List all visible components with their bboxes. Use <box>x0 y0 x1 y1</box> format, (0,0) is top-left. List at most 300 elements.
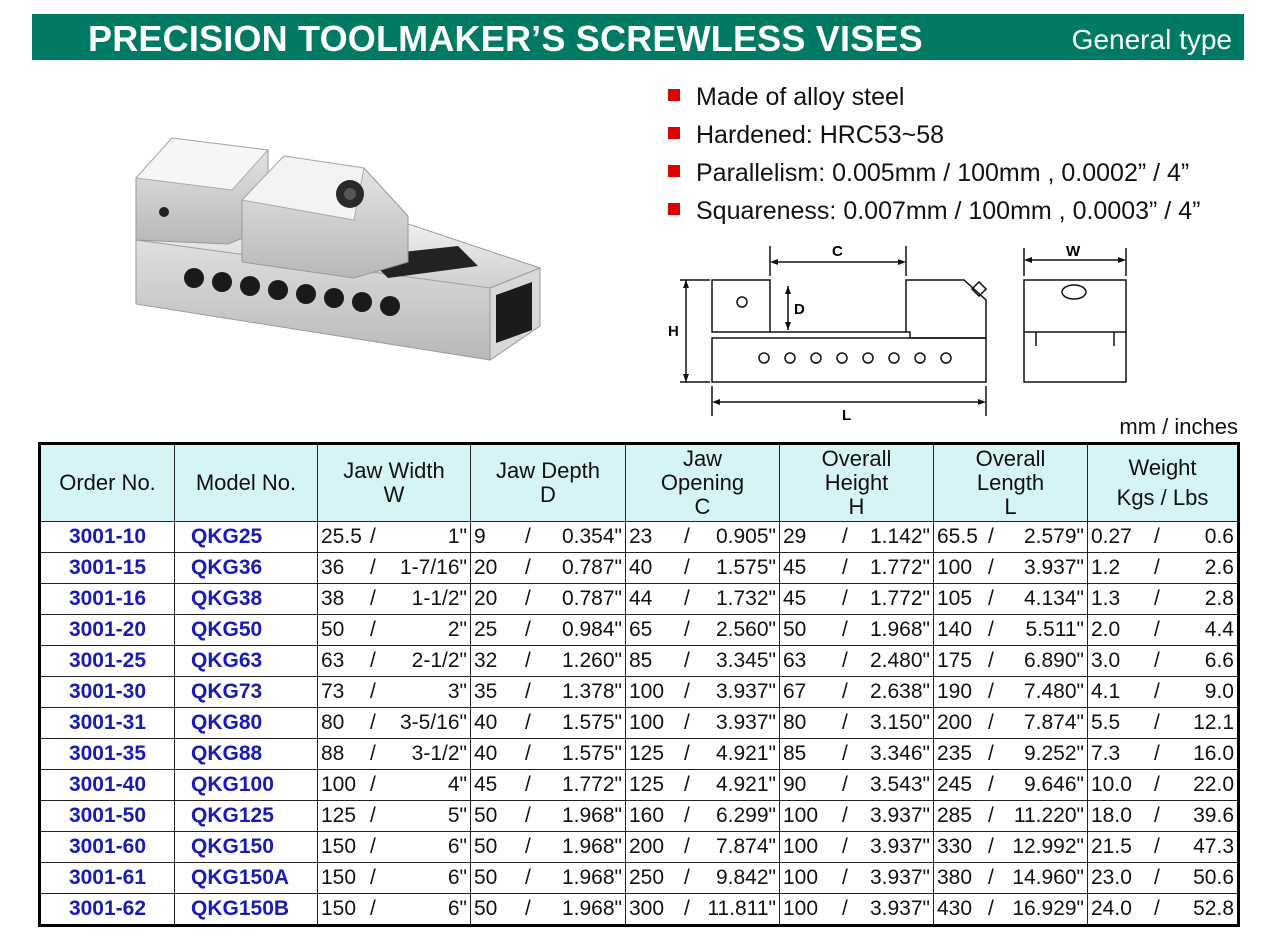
jaw-depth-pair <box>471 708 625 738</box>
jaw-depth-pair <box>471 646 625 676</box>
weight-pair <box>1088 863 1237 893</box>
overall-length-cell <box>934 708 1088 739</box>
overall-length-pair <box>934 894 1087 924</box>
separator-slash: / <box>1154 897 1160 920</box>
separator-slash: / <box>684 742 690 765</box>
separator-slash: / <box>370 711 376 734</box>
overall-length-cell <box>934 522 1088 553</box>
jaw-width-imperial: 3-5/16" <box>400 711 467 734</box>
feature-text: Made of alloy steel <box>696 83 905 111</box>
bullet-square-icon <box>668 203 680 215</box>
jaw-depth-imperial: 1.772" <box>561 773 622 796</box>
separator-slash: / <box>988 680 994 703</box>
overall-length-cell <box>934 584 1088 615</box>
weight-pair <box>1088 708 1237 738</box>
overall-length-imperial: 16.929" <box>1012 897 1084 920</box>
jaw-depth-metric: 25 <box>474 618 498 641</box>
overall-height-cell <box>780 739 934 770</box>
separator-slash: / <box>370 742 376 765</box>
jaw-opening-metric: 250 <box>629 866 665 889</box>
overall-height-cell <box>780 646 934 677</box>
overall-height-metric: 80 <box>783 711 807 734</box>
jaw-depth-metric: 40 <box>474 711 498 734</box>
overall-height-pair <box>780 677 933 707</box>
table-row <box>40 739 1239 770</box>
weight-imperial: 9.0 <box>1204 680 1234 703</box>
table-row <box>40 708 1239 739</box>
weight-metric: 1.3 <box>1091 587 1121 610</box>
jaw-opening-cell <box>626 677 780 708</box>
overall-height-metric: 100 <box>783 804 819 827</box>
weight-metric: 18.0 <box>1091 804 1132 827</box>
overall-height-metric: 45 <box>783 556 807 579</box>
separator-slash: / <box>684 897 690 920</box>
order-no-cell: 3001-60 <box>40 832 175 863</box>
separator-slash: / <box>988 835 994 858</box>
jaw-depth-imperial: 1.968" <box>561 866 622 889</box>
table-row <box>40 832 1239 863</box>
model-no-cell: QKG100 <box>175 770 318 801</box>
dim-label-h: H <box>668 323 679 340</box>
header-jaw-opening: Jaw Opening C <box>626 444 780 522</box>
overall-height-imperial: 1.142" <box>869 525 930 548</box>
overall-height-imperial: 1.772" <box>869 556 930 579</box>
overall-length-metric: 285 <box>937 804 973 827</box>
order-no-cell: 3001-20 <box>40 615 175 646</box>
separator-slash: / <box>988 649 994 672</box>
overall-height-cell <box>780 553 934 584</box>
jaw-depth-cell <box>471 522 626 553</box>
jaw-width-pair <box>318 677 470 707</box>
weight-imperial: 6.6 <box>1204 649 1234 672</box>
separator-slash: / <box>684 773 690 796</box>
overall-height-cell <box>780 708 934 739</box>
jaw-depth-metric: 20 <box>474 587 498 610</box>
jaw-width-cell <box>318 646 471 677</box>
overall-height-pair <box>780 615 933 645</box>
weight-metric: 10.0 <box>1091 773 1132 796</box>
overall-length-pair <box>934 739 1087 769</box>
overall-height-imperial: 1.772" <box>869 587 930 610</box>
jaw-opening-metric: 23 <box>629 525 653 548</box>
overall-height-imperial: 3.937" <box>869 835 930 858</box>
feature-text: Hardened: HRC53~58 <box>696 121 945 149</box>
separator-slash: / <box>525 556 531 579</box>
weight-imperial: 2.6 <box>1204 556 1234 579</box>
jaw-opening-cell <box>626 553 780 584</box>
separator-slash: / <box>988 556 994 579</box>
separator-slash: / <box>525 835 531 858</box>
jaw-depth-cell <box>471 615 626 646</box>
jaw-depth-pair <box>471 832 625 862</box>
jaw-width-imperial: 1-1/2" <box>411 587 467 610</box>
jaw-width-pair <box>318 646 470 676</box>
jaw-opening-metric: 85 <box>629 649 653 672</box>
weight-metric: 5.5 <box>1091 711 1121 734</box>
separator-slash: / <box>525 742 531 765</box>
jaw-opening-metric: 100 <box>629 680 665 703</box>
overall-height-imperial: 3.150" <box>869 711 930 734</box>
jaw-width-cell <box>318 584 471 615</box>
spec-table <box>38 442 1240 927</box>
model-no-cell: QKG36 <box>175 553 318 584</box>
jaw-width-metric: 50 <box>321 618 345 641</box>
overall-length-metric: 190 <box>937 680 973 703</box>
weight-pair <box>1088 553 1237 583</box>
model-no-cell: QKG73 <box>175 677 318 708</box>
jaw-width-metric: 150 <box>321 897 357 920</box>
weight-cell <box>1088 677 1239 708</box>
overall-length-pair <box>934 708 1087 738</box>
weight-metric: 21.5 <box>1091 835 1132 858</box>
jaw-opening-imperial: 2.560" <box>715 618 776 641</box>
model-no-cell: QKG63 <box>175 646 318 677</box>
overall-length-cell <box>934 894 1088 926</box>
jaw-depth-metric: 45 <box>474 773 498 796</box>
separator-slash: / <box>684 711 690 734</box>
overall-length-imperial: 2.579" <box>1023 525 1084 548</box>
jaw-opening-pair <box>626 832 779 862</box>
model-no-cell: QKG38 <box>175 584 318 615</box>
jaw-width-metric: 25.5 <box>321 525 362 548</box>
dim-label-d: D <box>794 301 805 318</box>
weight-metric: 3.0 <box>1091 649 1121 672</box>
weight-cell <box>1088 584 1239 615</box>
overall-length-imperial: 9.646" <box>1023 773 1084 796</box>
table-row <box>40 894 1239 926</box>
jaw-width-imperial: 3-1/2" <box>411 742 467 765</box>
overall-height-metric: 90 <box>783 773 807 796</box>
separator-slash: / <box>842 897 848 920</box>
order-no-cell: 3001-30 <box>40 677 175 708</box>
header-jaw-depth: Jaw Depth D <box>471 444 626 522</box>
jaw-width-cell <box>318 677 471 708</box>
jaw-opening-metric: 125 <box>629 773 665 796</box>
jaw-opening-imperial: 11.811" <box>707 897 776 920</box>
jaw-opening-imperial: 1.575" <box>715 556 776 579</box>
jaw-width-metric: 100 <box>321 773 357 796</box>
jaw-opening-cell <box>626 584 780 615</box>
order-no-cell: 3001-62 <box>40 894 175 926</box>
jaw-opening-imperial: 7.874" <box>715 835 776 858</box>
model-no-cell: QKG150B <box>175 894 318 926</box>
jaw-width-cell <box>318 522 471 553</box>
jaw-depth-metric: 20 <box>474 556 498 579</box>
jaw-opening-pair <box>626 646 779 676</box>
weight-pair <box>1088 739 1237 769</box>
weight-imperial: 16.0 <box>1193 742 1234 765</box>
jaw-depth-imperial: 1.378" <box>561 680 622 703</box>
jaw-depth-metric: 50 <box>474 897 498 920</box>
overall-length-metric: 100 <box>937 556 973 579</box>
header-order-no: Order No. <box>40 444 175 522</box>
overall-length-metric: 65.5 <box>937 525 978 548</box>
overall-height-cell <box>780 832 934 863</box>
bullet-square-icon <box>668 89 680 101</box>
jaw-opening-imperial: 4.921" <box>715 773 776 796</box>
header-jaw-width: Jaw Width W <box>318 444 471 522</box>
overall-length-cell <box>934 832 1088 863</box>
table-row <box>40 677 1239 708</box>
overall-height-cell <box>780 863 934 894</box>
jaw-width-metric: 36 <box>321 556 345 579</box>
weight-cell <box>1088 894 1239 926</box>
jaw-width-imperial: 6" <box>447 897 467 920</box>
jaw-depth-cell <box>471 677 626 708</box>
separator-slash: / <box>842 835 848 858</box>
jaw-depth-imperial: 0.984" <box>561 618 622 641</box>
weight-imperial: 12.1 <box>1193 711 1234 734</box>
weight-pair <box>1088 646 1237 676</box>
jaw-opening-cell <box>626 863 780 894</box>
overall-length-imperial: 14.960" <box>1012 866 1084 889</box>
separator-slash: / <box>842 587 848 610</box>
overall-height-cell <box>780 770 934 801</box>
separator-slash: / <box>1154 835 1160 858</box>
jaw-width-pair <box>318 801 470 831</box>
separator-slash: / <box>525 525 531 548</box>
jaw-depth-imperial: 1.968" <box>561 804 622 827</box>
jaw-width-imperial: 1-7/16" <box>400 556 467 579</box>
jaw-depth-pair <box>471 677 625 707</box>
jaw-depth-pair <box>471 770 625 800</box>
overall-length-imperial: 3.937" <box>1023 556 1084 579</box>
table-header-row <box>40 444 1239 522</box>
overall-length-pair <box>934 677 1087 707</box>
separator-slash: / <box>525 649 531 672</box>
overall-height-metric: 67 <box>783 680 807 703</box>
weight-pair <box>1088 584 1237 614</box>
jaw-width-cell <box>318 708 471 739</box>
separator-slash: / <box>525 618 531 641</box>
separator-slash: / <box>525 680 531 703</box>
jaw-width-imperial: 2" <box>447 618 467 641</box>
separator-slash: / <box>1154 680 1160 703</box>
jaw-depth-cell <box>471 739 626 770</box>
overall-length-cell <box>934 770 1088 801</box>
separator-slash: / <box>988 742 994 765</box>
jaw-depth-metric: 50 <box>474 835 498 858</box>
overall-length-metric: 245 <box>937 773 973 796</box>
jaw-opening-metric: 65 <box>629 618 653 641</box>
bullet-square-icon <box>668 127 680 139</box>
table-row <box>40 770 1239 801</box>
jaw-width-metric: 80 <box>321 711 345 734</box>
separator-slash: / <box>370 773 376 796</box>
table-row <box>40 553 1239 584</box>
overall-length-cell <box>934 553 1088 584</box>
weight-metric: 24.0 <box>1091 897 1132 920</box>
table-row <box>40 646 1239 677</box>
model-no-cell: QKG125 <box>175 801 318 832</box>
jaw-width-imperial: 5" <box>447 804 467 827</box>
separator-slash: / <box>988 711 994 734</box>
overall-height-pair <box>780 553 933 583</box>
overall-length-metric: 200 <box>937 711 973 734</box>
overall-height-cell <box>780 615 934 646</box>
order-no-cell: 3001-50 <box>40 801 175 832</box>
separator-slash: / <box>842 804 848 827</box>
overall-length-pair <box>934 832 1087 862</box>
jaw-opening-pair <box>626 801 779 831</box>
jaw-width-metric: 88 <box>321 742 345 765</box>
separator-slash: / <box>842 866 848 889</box>
jaw-width-metric: 150 <box>321 866 357 889</box>
jaw-width-pair <box>318 553 470 583</box>
jaw-width-cell <box>318 739 471 770</box>
jaw-depth-imperial: 1.968" <box>561 835 622 858</box>
jaw-opening-imperial: 0.905" <box>715 525 776 548</box>
order-no-cell: 3001-15 <box>40 553 175 584</box>
overall-height-cell <box>780 522 934 553</box>
weight-cell <box>1088 522 1239 553</box>
weight-cell <box>1088 708 1239 739</box>
jaw-width-metric: 63 <box>321 649 345 672</box>
jaw-opening-imperial: 9.842" <box>715 866 776 889</box>
overall-length-metric: 140 <box>937 618 973 641</box>
table-row <box>40 801 1239 832</box>
overall-length-metric: 105 <box>937 587 973 610</box>
overall-height-metric: 63 <box>783 649 807 672</box>
overall-height-imperial: 3.937" <box>869 897 930 920</box>
jaw-opening-pair <box>626 615 779 645</box>
overall-height-pair <box>780 863 933 893</box>
separator-slash: / <box>525 773 531 796</box>
jaw-depth-cell <box>471 863 626 894</box>
jaw-depth-pair <box>471 522 625 552</box>
jaw-opening-pair <box>626 584 779 614</box>
jaw-width-metric: 125 <box>321 804 357 827</box>
jaw-depth-metric: 50 <box>474 804 498 827</box>
overall-height-imperial: 3.346" <box>869 742 930 765</box>
jaw-opening-pair <box>626 553 779 583</box>
jaw-opening-cell <box>626 832 780 863</box>
jaw-depth-cell <box>471 708 626 739</box>
jaw-depth-metric: 50 <box>474 866 498 889</box>
model-no-cell: QKG25 <box>175 522 318 553</box>
separator-slash: / <box>1154 587 1160 610</box>
jaw-depth-imperial: 0.787" <box>561 587 622 610</box>
header-model-no: Model No. <box>175 444 318 522</box>
weight-pair <box>1088 832 1237 862</box>
weight-imperial: 2.8 <box>1204 587 1234 610</box>
separator-slash: / <box>1154 804 1160 827</box>
header-overall-length: Overall Length L <box>934 444 1088 522</box>
model-no-cell: QKG150A <box>175 863 318 894</box>
separator-slash: / <box>370 680 376 703</box>
overall-length-imperial: 7.480" <box>1023 680 1084 703</box>
order-no-cell: 3001-35 <box>40 739 175 770</box>
jaw-opening-metric: 40 <box>629 556 653 579</box>
weight-cell <box>1088 646 1239 677</box>
overall-length-metric: 380 <box>937 866 973 889</box>
separator-slash: / <box>370 649 376 672</box>
jaw-opening-imperial: 4.921" <box>715 742 776 765</box>
separator-slash: / <box>842 680 848 703</box>
separator-slash: / <box>988 618 994 641</box>
page-title: PRECISION TOOLMAKER’S SCREWLESS VISES <box>88 18 923 59</box>
weight-metric: 23.0 <box>1091 866 1132 889</box>
jaw-width-cell <box>318 801 471 832</box>
overall-length-imperial: 11.220" <box>1013 804 1084 827</box>
jaw-depth-cell <box>471 646 626 677</box>
separator-slash: / <box>842 525 848 548</box>
jaw-opening-metric: 125 <box>629 742 665 765</box>
overall-height-metric: 85 <box>783 742 807 765</box>
jaw-opening-cell <box>626 646 780 677</box>
weight-cell <box>1088 739 1239 770</box>
separator-slash: / <box>525 711 531 734</box>
jaw-width-imperial: 2-1/2" <box>411 649 467 672</box>
overall-length-metric: 330 <box>937 835 973 858</box>
weight-pair <box>1088 677 1237 707</box>
overall-height-pair <box>780 801 933 831</box>
jaw-width-pair <box>318 863 470 893</box>
jaw-opening-cell <box>626 522 780 553</box>
separator-slash: / <box>1154 866 1160 889</box>
weight-pair <box>1088 615 1237 645</box>
separator-slash: / <box>842 773 848 796</box>
separator-slash: / <box>842 649 848 672</box>
jaw-opening-pair <box>626 522 779 552</box>
weight-metric: 0.27 <box>1091 525 1132 548</box>
weight-imperial: 4.4 <box>1204 618 1234 641</box>
overall-height-metric: 29 <box>783 525 807 548</box>
jaw-opening-imperial: 6.299" <box>715 804 776 827</box>
weight-imperial: 50.6 <box>1193 866 1234 889</box>
overall-length-pair <box>934 522 1087 552</box>
jaw-opening-pair <box>626 739 779 769</box>
weight-pair <box>1088 522 1237 552</box>
title-banner <box>32 14 1244 60</box>
separator-slash: / <box>842 618 848 641</box>
weight-metric: 1.2 <box>1091 556 1121 579</box>
overall-height-imperial: 2.638" <box>869 680 930 703</box>
overall-length-cell <box>934 801 1088 832</box>
separator-slash: / <box>370 618 376 641</box>
separator-slash: / <box>988 804 994 827</box>
jaw-width-pair <box>318 832 470 862</box>
jaw-depth-imperial: 1.968" <box>561 897 622 920</box>
separator-slash: / <box>525 587 531 610</box>
overall-height-pair <box>780 646 933 676</box>
jaw-width-pair <box>318 739 470 769</box>
separator-slash: / <box>525 897 531 920</box>
overall-length-imperial: 7.874" <box>1023 711 1084 734</box>
jaw-depth-pair <box>471 739 625 769</box>
jaw-width-cell <box>318 553 471 584</box>
order-no-cell: 3001-16 <box>40 584 175 615</box>
table-row <box>40 615 1239 646</box>
overall-length-imperial: 9.252" <box>1023 742 1084 765</box>
separator-slash: / <box>842 556 848 579</box>
overall-length-pair <box>934 863 1087 893</box>
order-no-cell: 3001-61 <box>40 863 175 894</box>
jaw-width-metric: 73 <box>321 680 345 703</box>
jaw-depth-cell <box>471 832 626 863</box>
overall-height-imperial: 3.937" <box>869 804 930 827</box>
overall-height-imperial: 3.937" <box>869 866 930 889</box>
model-no-cell: QKG80 <box>175 708 318 739</box>
table-row <box>40 584 1239 615</box>
overall-length-cell <box>934 739 1088 770</box>
jaw-width-pair <box>318 584 470 614</box>
jaw-depth-metric: 9 <box>474 525 486 548</box>
overall-length-pair <box>934 553 1087 583</box>
jaw-depth-metric: 40 <box>474 742 498 765</box>
units-note: mm / inches <box>1119 414 1238 439</box>
overall-height-imperial: 3.543" <box>869 773 930 796</box>
